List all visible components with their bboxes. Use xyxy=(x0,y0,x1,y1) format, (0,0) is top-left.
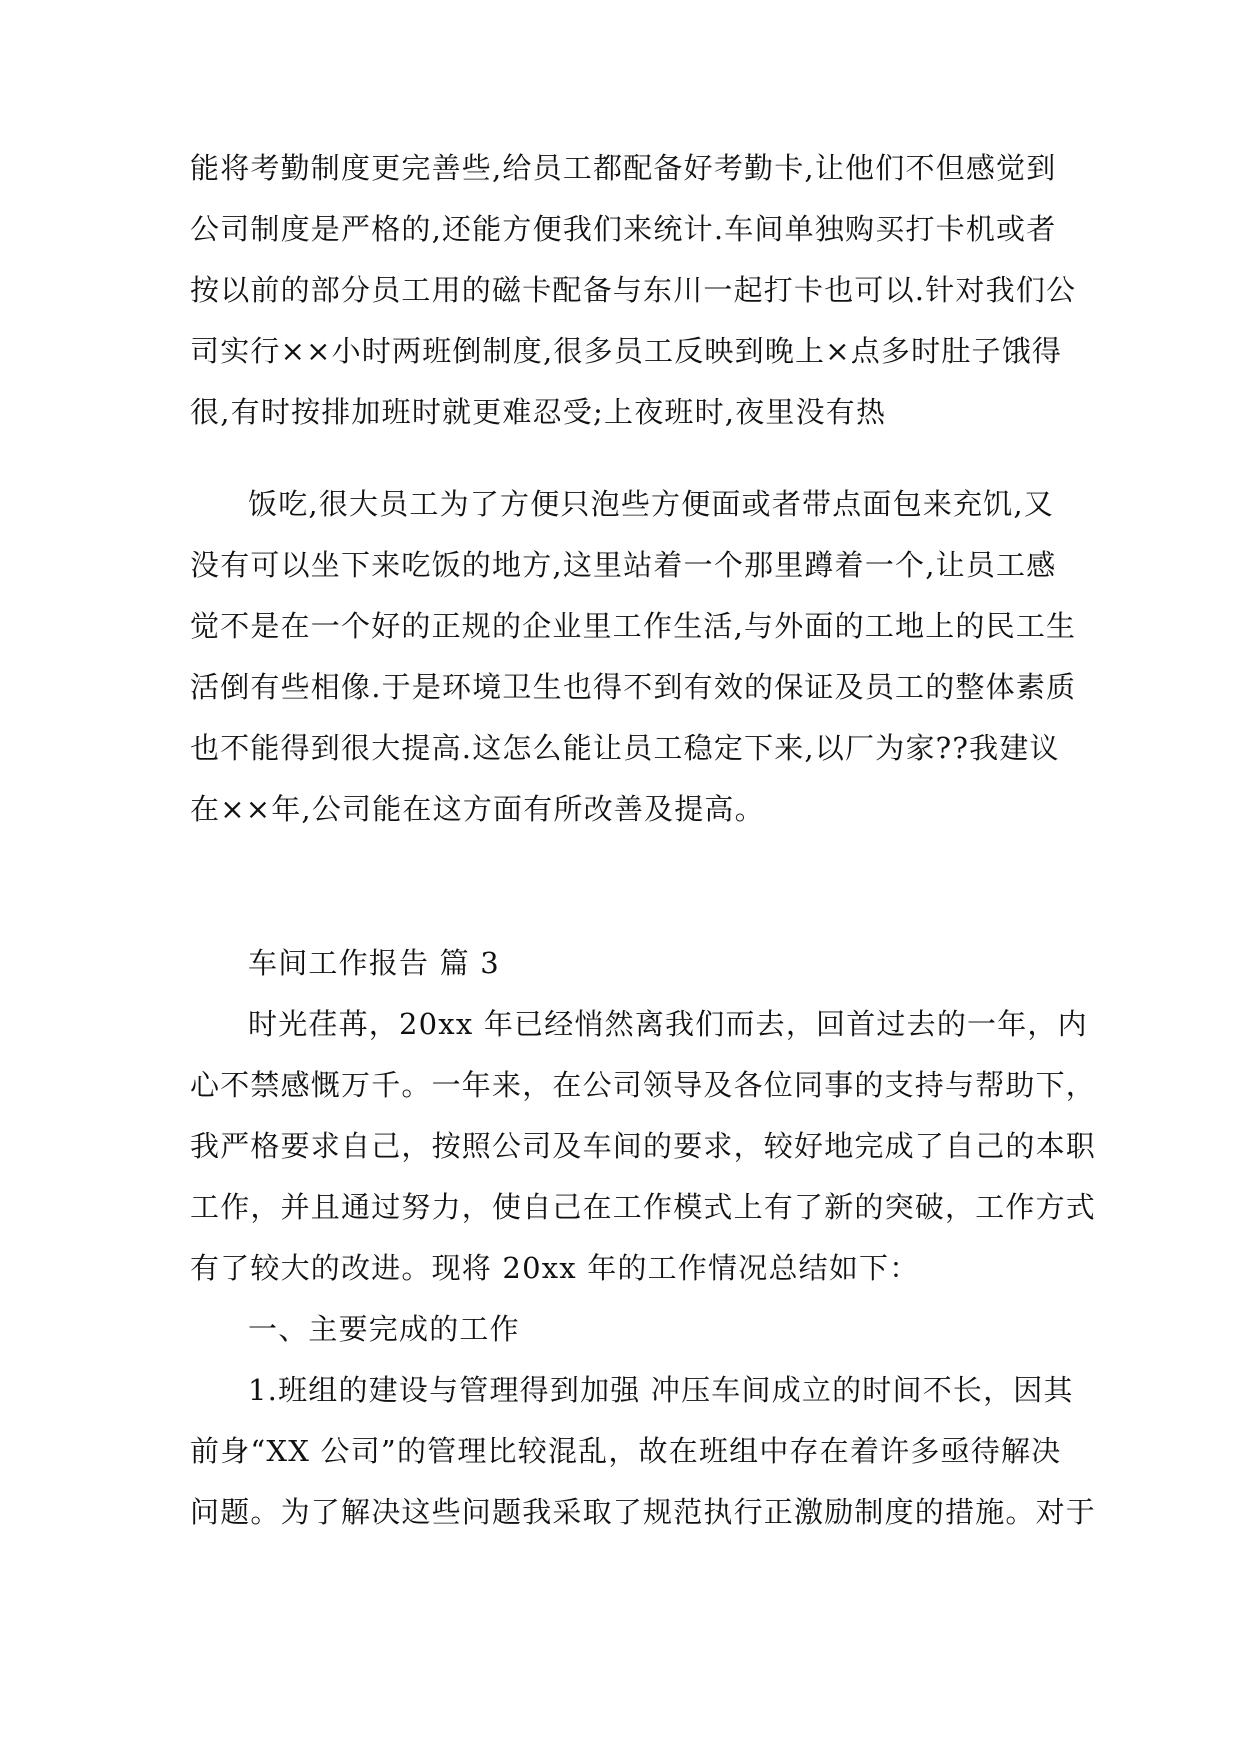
text-line: 有了较大的改进。现将 20xx 年的工作情况总结如下： xyxy=(190,1251,920,1285)
text-line: 能将考勤制度更完善些,给员工都配备好考勤卡,让他们不但感觉到 xyxy=(190,151,1057,185)
text-line: 我严格要求自己，按照公司及车间的要求，较好地完成了自己的本职 xyxy=(190,1129,1097,1163)
text-line: 工作，并且通过努力，使自己在工作模式上有了新的突破，工作方式 xyxy=(190,1190,1097,1224)
text-line: 前身“XX 公司”的管理比较混乱，故在班组中存在着许多亟待解决 xyxy=(190,1434,1062,1468)
text-line: 觉不是在一个好的正规的企业里工作生活,与外面的工地上的民工生 xyxy=(190,609,1077,643)
subheading-main-work: 一、主要完成的工作 xyxy=(248,1312,520,1346)
text-line: 很,有时按排加班时就更难忍受;上夜班时,夜里没有热 xyxy=(190,395,887,429)
text-line: 心不禁感慨万千。一年来，在公司领导及各位同事的支持与帮助下， xyxy=(190,1068,1097,1102)
text-line: 问题。为了解决这些问题我采取了规范执行正激励制度的措施。对于 xyxy=(190,1495,1097,1529)
text-line: 饭吃,很大员工为了方便只泡些方便面或者带点面包来充饥,又 xyxy=(248,487,1055,521)
section-heading: 车间工作报告 篇 3 xyxy=(248,946,500,980)
text-line: 1.班组的建设与管理得到加强 冲压车间成立的时间不长，因其 xyxy=(248,1373,1074,1407)
text-line: 公司制度是严格的,还能方便我们来统计.车间单独购买打卡机或者 xyxy=(190,212,1057,246)
text-line: 也不能得到很大提高.这怎么能让员工稳定下来,以厂为家??我建议 xyxy=(190,731,1060,765)
text-line: 按以前的部分员工用的磁卡配备与东川一起打卡也可以.针对我们公 xyxy=(190,273,1077,307)
text-line: 活倒有些相像.于是环境卫生也得不到有效的保证及员工的整体素质 xyxy=(190,670,1077,704)
text-line: 司实行××小时两班倒制度,很多员工反映到晚上×点多时肚子饿得 xyxy=(190,334,1063,368)
text-line: 没有可以坐下来吃饭的地方,这里站着一个那里蹲着一个,让员工感 xyxy=(190,548,1057,582)
text-line: 在××年,公司能在这方面有所改善及提高。 xyxy=(190,792,765,826)
text-line: 时光荏苒，20xx 年已经悄然离我们而去，回首过去的一年，内 xyxy=(248,1007,1088,1041)
